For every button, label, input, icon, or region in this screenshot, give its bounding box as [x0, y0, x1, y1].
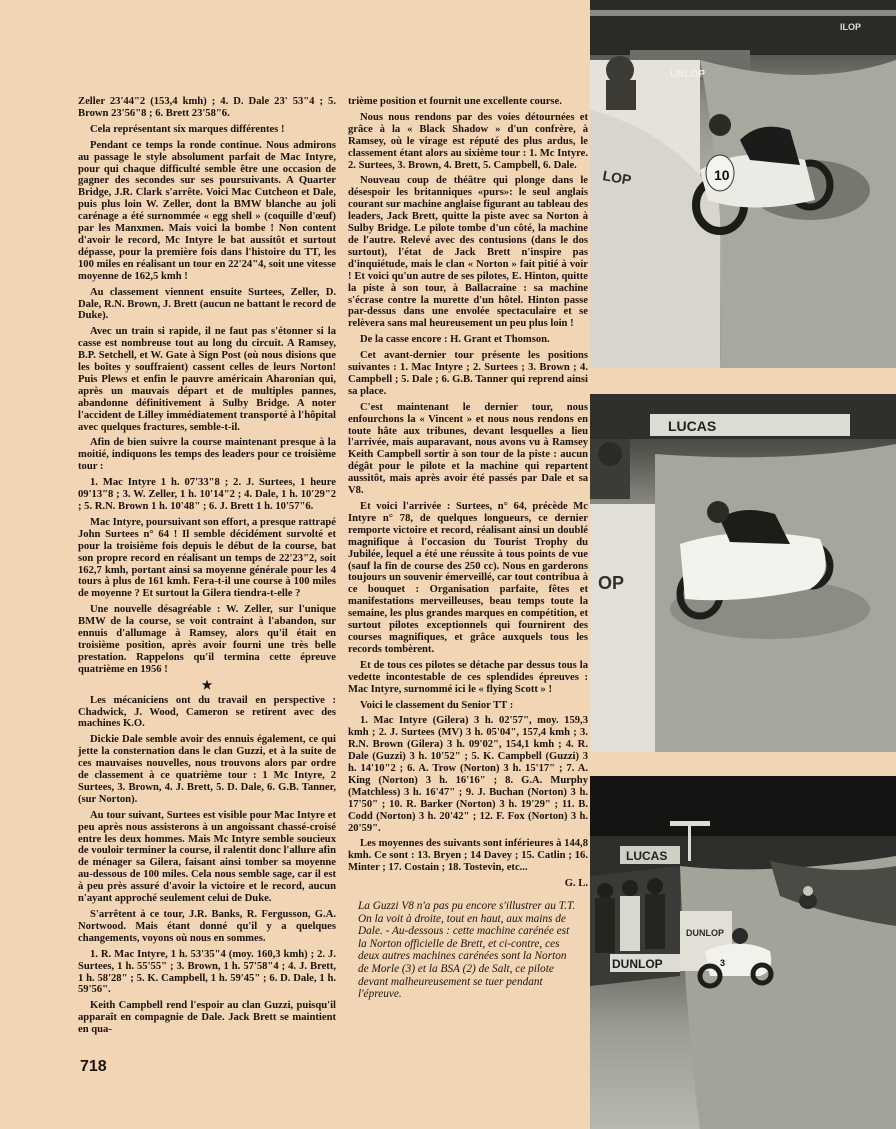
fence-lettering: UNLOP: [670, 69, 705, 80]
paragraph: Pendant ce temps la ronde continue. Nous admirons au passage le style absolument parfait de Mac Intyre, pour qui chaque difficulté semble être une occasion de gagner des secondes sur ses poursuivants. A Quarter Bridge, J.R. Clark s'arrête. Voici Mac Cutcheon et Dale, puis plus loin W. Zeller, dont la BMW blanche au joli carénage a été surnommée « egg shell » (coquille d'œuf) par les Manxmen. Mais voici la bombe ! Non content d'avoir le record, Mc Intyre le bat aussitôt et surtout dépasse, pour la première fois dans l'histoire du TT, les 100 miles en réalisant un tour en 22'24"4, soit une vitesse moyenne de 162,5 kmh !: [78, 139, 336, 282]
photo-norton-brett: [590, 394, 896, 752]
paragraph: Afin de bien suivre la course maintenant presque à la moitié, indiquons les temps des leaders pour ce troisième tour :: [78, 437, 336, 473]
paragraph: Et voici l'arrivée : Surtees, n° 64, précède Mc Intyre n° 78, de quelques longueurs, ce dernier remporte victoire et record, réalisant ainsi un doublé magnifique à l'occasion du Tourist Trophy du Jubilée, lequel a été une réussite à tous points de vue (sauf la fin de course des 250 cc). Nous en garderons toujours un souvenir émerveillé, car tout contribua à ce bouquet : Organisation parfaite, fêtes et manifestations merveilleuses, beau temps toute la semaine, les plus grandes marques en compétition, et surtout pilotes exceptionnels qui fournirent des courses magnifiques, et grâce auxquels tous les records tombèrent.: [348, 501, 588, 655]
paragraph: Zeller 23'44"2 (153,4 kmh) ; 4. D. Dale 23' 53"4 ; 5. Brown 23'56"8 ; 6. Brett 23'58"6.: [78, 96, 336, 119]
paragraph: Les mécaniciens ont du travail en perspective : Chadwick, J. Wood, Cameron se retirent avec des machines K.O.: [78, 694, 336, 730]
wall-lettering: DUNLOP: [686, 928, 724, 938]
lap-standings: 1. R. Mac Intyre, 1 h. 53'35"4 (moy. 160,3 kmh) ; 2. J. Surtees, 1 h. 55'55" ; 3. Brown, 1 h. 57'58"4 ; 4. J. Brett, 1 h. 58'28" ; 5. K. Campbell, 1 h. 59'45" ; 6. D. Dale, 1 h. 59'56".: [78, 948, 336, 996]
paragraph: Keith Campbell rend l'espoir au clan Guzzi, puisqu'il apparaît en compagnie de Dale. Jack Brett se maintient en qua-: [78, 1000, 336, 1036]
paragraph: Au classement viennent ensuite Surtees, Zeller, D. Dale, R.N. Brown, J. Brett (aucun ne battant le record de Duke).: [78, 286, 336, 322]
paragraph: Les moyennes des suivants sont inférieures à 144,8 kmh. Ce sont : 13. Bryen ; 14 Davey ; 15. Catlin ; 16. Minter ; 17. Costain ; 18. Tostevin, etc...: [348, 838, 588, 874]
fence-lettering: DUNLOP: [612, 957, 663, 971]
paragraph: Dickie Dale semble avoir des ennuis également, ce qui jette la consternation dans le clan Guzzi, et à la suite de ces mauvaises nouvelles, nous trouvons alors par ordre de classement à ce quatrième tour : 1 Mc Intyre, 2 Surtees, 3. Brown, 4. J. Brett, 5. D. Dale, 6. G.B. Tanner, (sur Norton).: [78, 734, 336, 805]
section-separator-star: ★: [201, 677, 213, 692]
paragraph: Mac Intyre, poursuivant son effort, a presque rattrapé John Surtees n° 64 ! Il semble décidément survolté et pour la troisième fois depuis le début de la course, bat son propre record en réalisant un temps de 22'23"2, soit 162,7 kmh, portant ainsi sa moyenne générale pour les 4 tours à plus de 161 kmh. Fera-t-il une course à 100 miles de moyenne ? Et surtout la Gilera tiendra-t-elle ?: [78, 516, 336, 600]
wall-lettering: LOP: [601, 167, 633, 188]
paragraph: S'arrêtent à ce tour, J.R. Banks, R. Fergusson, G.A. Nortwood. Mais étant donné qu'il y a quelques changements, voyons où nous en sommes.: [78, 909, 336, 944]
paragraph: Cet avant-dernier tour présente les positions suivantes : 1. Mac Intyre ; 2. Surtees ; 3. Brown ; 4. Campbell ; 5. Dale ; 6. G.B. Tanner qui reprend ainsi sa place.: [348, 350, 588, 397]
race-number-label: 10: [714, 167, 730, 183]
page-number: 718: [80, 1058, 107, 1075]
photo-guzzi-v8-dale: [590, 0, 896, 368]
lap-standings: 1. Mac Intyre 1 h. 07'33"8 ; 2. J. Surtees, 1 heure 09'13"8 ; 3. W. Zeller, 1 h. 10'14"2 ; 4. Dale, 1 h. 10'29"2 ; 5. R.N. Brown 1 h. 10'48" ; 6. J. Brett 1 h. 10'57"6.: [78, 477, 336, 512]
paragraph: Au tour suivant, Surtees est visible pour Mac Intyre et peu après nous assisterons à un angoissant chassé-croisé entre les deux hommes. Mais Mc Intyre semble soucieux de vouloir terminer la course, il ralentit donc l'allure afin de ménager sa Gilera, faisant ainsi tomber sa moyenne au-dessous de 100 miles. Cela nous semble sage, car il est à peu près assuré d'avoir la victoire et le record, aucun n'ayant approché seulement celui de Duke.: [78, 809, 336, 905]
paragraph: C'est maintenant le dernier tour, nous enfourchons la « Vincent » et nous nous rendons en toute hâte aux tribunes, devant lesquelles a lieu l'arrivée, mais auparavant, nous avons vu à Ramsey Keith Campbell sortir à son tour de la piste : aucun dégât pour le pilote et la machine qui repartent aussitôt, mais après avoir été passés par Dale et sa V8.: [348, 401, 588, 497]
paragraph: trième position et fournit une excellente course.: [348, 96, 562, 107]
paragraph: Nous nous rendons par des voies détournées et grâce à la « Black Shadow » d'un confrère, à Ramsey, où le virage est réputé des plus ardus, le classement étant alors au sixième tour : 1. Mc Intyre. 2. Surtees, 3. Brown, 4. Brett, 5. Campbell, 6. Dale.: [348, 111, 588, 171]
photo-caption: La Guzzi V8 n'a pas pu encore s'illustrer au T.T. On la voit à droite, tout en haut, aux mains de Dale. - Au-dessous : cette machine carénée est la Norton officielle de Brett, et ci-contre, ces deux autres machines carénées sont la Norton de Morle (3) et la BSA (2) de Salt, ce pilote devant malheureusement se tuer pendant l'épreuve.: [358, 900, 576, 1001]
paragraph: Une nouvelle désagréable : W. Zeller, sur l'unique BMW de la course, se voit contraint à l'abandon, sur ennuis d'allumage à Ramsey, alors qu'il était en troisième position, après avoir fourni une très belle prestation. Rappelons qu'il termina cette épreuve quatrième en 1956 !: [78, 604, 336, 675]
wall-lettering: OP: [598, 573, 625, 593]
race-number-label: 3: [720, 958, 726, 968]
photo-norton-morle-bsa-salt: [590, 776, 896, 1129]
signage-lettering: LUCAS: [668, 418, 717, 434]
article-middle-column: [348, 96, 588, 894]
final-classification: 1. Mac Intyre (Gilera) 3 h. 02'57", moy. 159,3 kmh ; 2. J. Surtees (MV) 3 h. 05'04", 157,4 kmh ; 3. R.N. Brown (Gilera) 3 h. 09'02", 154,1 kmh ; 4. R. Dale (Guzzi) 3 h. 10'52" ; 5. K. Campbell (Guzzi) 3 h. 14'10"2 ; 6. A. Trow (Norton) 3 h. 15'17" ; 7. A. King (Norton) 3 h. 16'16" ; 8. G.A. Murphy (Matchless) 3 h. 16'47" ; 9. J. Buchan (Norton) 3 h. 17'50" ; 10. R. Barker (Norton) 3 h. 19'29" ; 11. B. Codd (Norton) 3 h. 20'42" ; 12. F. Fox (Norton) 3 h. 20'59".: [348, 715, 588, 834]
photo-1-illustration: [590, 0, 896, 368]
author-signature: G. L.: [564, 878, 588, 890]
paragraph: Et de tous ces pilotes se détache par dessus tous la vedette incontestable de ces splendides épreuves : Mac Intyre, surnommé ici le « flying Scott » !: [348, 659, 588, 695]
photo-2-illustration: [590, 394, 896, 752]
signage-lettering: LUCAS: [626, 849, 668, 863]
paragraph: Voici le classement du Senior TT :: [360, 699, 514, 711]
paragraph: Nouveau coup de théâtre qui plonge dans le désespoir les britanniques «purs»: le seul anglais courant sur machine anglaise figurant au tableau des leaders, Jack Brett, quitte la piste avec sa Norton à Sulby Bridge. Le pilote tombe d'un côté, la machine de l'autre. Relevé avec des contusions (dans le dos surtout), l'état de Jack Brett n'inspire pas d'inquiétude, mais le clan « Norton » fait pitié à voir ! Et voici qu'un autre de ses pilotes, E. Hinton, quitte la piste à son tour, à Ballacraine : sa machine s'écrase contre la murette d'un hôtel. Hinton passe par-dessus dans une envolée spectaculaire et se relèvera sans mal heureusement un peu plus loin !: [348, 175, 588, 330]
paragraph: Avec un train si rapide, il ne faut pas s'étonner si la casse est nombreuse tout au long du circuit. A Ramsey, B.P. Setchell, et W. Gate à Sign Post (où nous disions que les boîtes y souffraient) cassent celles de leurs Norton! Puis Plews et enfin le pauvre américain Aharonian qui, après un mauvais départ et de multiples pannes, abandonne définitivement à Sulby Bridge. A noter l'accident de Lilley immédiatement transporté à l'hôpital avec quelques fractures, semble-t-il.: [78, 326, 336, 433]
paragraph: De la casse encore : H. Grant et Thomson.: [360, 334, 550, 346]
photo-3-illustration: [590, 776, 896, 1129]
signage-lettering: ILOP: [840, 22, 862, 32]
paragraph: Cela représentant six marques différentes !: [90, 123, 285, 135]
article-left-column: [78, 96, 336, 1040]
